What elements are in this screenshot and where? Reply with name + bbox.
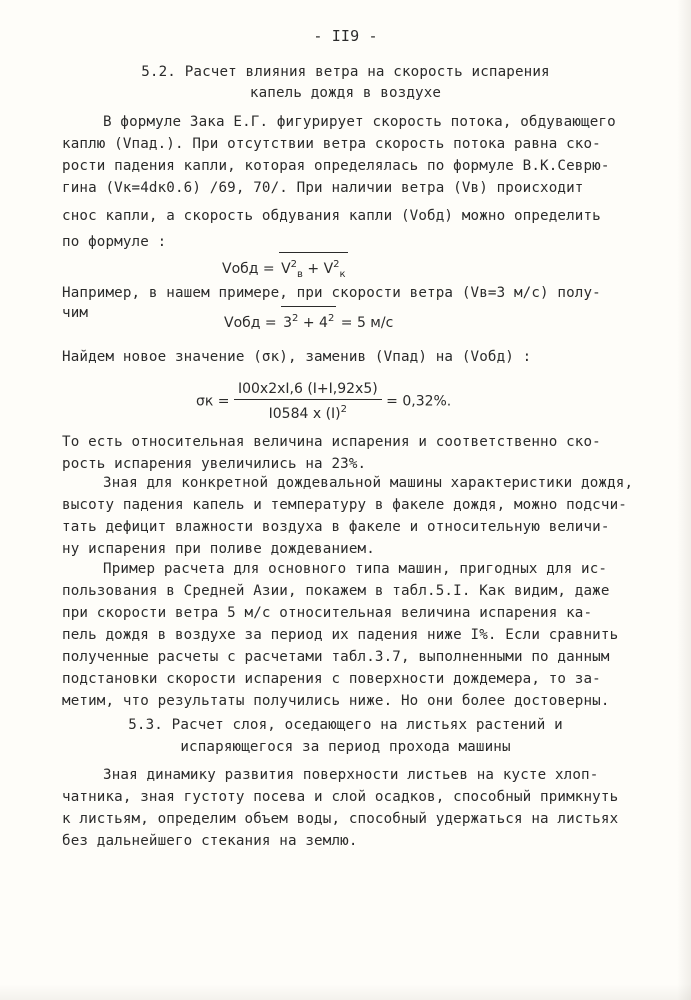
section-5-3-title-line-2: испаряющегося за период прохода машины xyxy=(180,739,511,755)
formula-example-result xyxy=(224,306,393,332)
section-5-2-title-line-2: капель дождя в воздухе xyxy=(249,85,442,101)
page-edge-shadow xyxy=(677,0,691,1000)
formula-1-radical xyxy=(279,252,348,284)
page-number: - II9 - xyxy=(313,27,378,45)
paragraph-4-line-3: при скорости ветра 5 м/с относительная величина испарения ка- xyxy=(62,605,593,621)
paragraph-4-line-2: пользования в Средней Азии, покажем в табл.5.I. Как видим, даже xyxy=(62,583,610,599)
formula-1-lhs: Vобд = xyxy=(222,261,275,277)
formula-3-fraction xyxy=(234,380,382,423)
paragraph-5-line-2: чатника, зная густоту посева и слой осадков, способный примкнуть xyxy=(62,789,619,805)
formula-3-denominator-text: I0584 x (I) xyxy=(268,406,341,422)
formula-1-term-b-sub: к xyxy=(339,269,346,280)
section-5-3-title-line-1: 5.3. Расчет слоя, оседающего на листьях растений и xyxy=(128,717,563,733)
example-line-2: чим xyxy=(62,305,89,321)
section-5-2-title-line-1: 5.2. Расчет влияния ветра на скорость испарения xyxy=(141,64,550,80)
find-new-value-line: Найдем новое значение (σк), заменив (Vпад) на (Vобд) : xyxy=(62,349,532,365)
formula-1-term-a-exp: 2 xyxy=(290,259,298,270)
formula-2-plus-term: + 4 xyxy=(298,315,328,331)
paragraph-1-line-3: рости падения капли, которая определялась по формуле В.К.Севрю- xyxy=(62,158,610,174)
paragraph-1-line-1: В формуле Зака Е.Г. фигурирует скорость потока, обдувающего xyxy=(103,114,616,130)
formula-2-term-a-exp: 2 xyxy=(292,313,299,324)
formula-2-term-b-exp: 2 xyxy=(327,313,335,324)
formula-3-denominator xyxy=(234,400,382,423)
paragraph-2-line-2: рость испарения увеличились на 23%. xyxy=(62,456,367,472)
formula-1-term-a: V xyxy=(281,261,291,277)
formula-2-rhs: = 5 м/с xyxy=(336,315,394,331)
paragraph-2-line-1: То есть относительная величина испарения и соответственно ско- xyxy=(62,434,601,450)
paragraph-3-line-2: высоту падения капель и температуру в факеле дождя, можно подсчи- xyxy=(62,497,627,513)
paragraph-3-line-1: Зная для конкретной дождевальной машины характеристики дождя, xyxy=(103,475,634,491)
paragraph-3-line-4: ну испарения при поливе дождеванием. xyxy=(62,541,375,557)
formula-3-rhs: = 0,32%. xyxy=(386,393,452,410)
formula-2-lhs: Vобд = xyxy=(224,315,277,331)
formula-1-term-a-sub: в xyxy=(297,269,303,280)
page-edge-shadow-bottom xyxy=(0,984,691,1000)
paragraph-3-line-3: тать дефицит влажности воздуха в факеле и относительную величи- xyxy=(62,519,610,535)
formula-2-term-a: 3 xyxy=(283,315,293,331)
paragraph-5-line-3: к листьям, определим объем воды, способный удержаться на листьях xyxy=(62,811,619,827)
formula-wind-speed xyxy=(222,252,348,284)
formula-1-term-b: V xyxy=(323,261,334,277)
paragraph-5-line-1: Зная динамику развития поверхности листьев на кусте хлоп- xyxy=(103,767,599,783)
paragraph-4-line-5: полученные расчеты с расчетами табл.3.7, выполненными по данным xyxy=(62,649,610,665)
paragraph-1-line-5: снос капли, а скорость обдувания капли (Vобд) можно определить xyxy=(62,208,601,224)
formula-1-term-b-exp: 2 xyxy=(333,259,340,270)
paragraph-1-line-2: каплю (Vпад.). При отсутствии ветра скорость потока равна ско- xyxy=(62,136,601,152)
paragraph-4-line-1: Пример расчета для основного типа машин, пригодных для ис- xyxy=(103,561,608,577)
paragraph-1-line-4: гина (Vк=4dк0.6) /69, 70/. При наличии ветра (Vв) происходит xyxy=(62,180,584,196)
formula-1-plus: + xyxy=(302,261,324,277)
paragraph-1-line-6: по формуле : xyxy=(62,234,167,250)
formula-2-radical xyxy=(281,306,336,332)
paragraph-4-line-4: пель дождя в воздухе за период их падения ниже I%. Если сравнить xyxy=(62,627,619,643)
example-line-1: Например, в нашем примере, при скорости ветра (Vв=3 м/с) полу- xyxy=(62,285,601,301)
paragraph-5-line-4: без дальнейшего стекания на землю. xyxy=(62,833,358,849)
formula-3-denominator-exp: 2 xyxy=(340,404,348,415)
formula-evaporation-ratio xyxy=(196,380,451,423)
formula-3-lhs: σк = xyxy=(196,393,230,410)
formula-3-numerator: I00x2xI,6 (I+I,92x5) xyxy=(234,380,382,400)
paragraph-4-line-7: метим, что результаты получились ниже. Но они более достоверны. xyxy=(62,693,610,709)
paragraph-4-line-6: подстановки скорости испарения с поверхности дождемера, то за- xyxy=(62,671,601,687)
